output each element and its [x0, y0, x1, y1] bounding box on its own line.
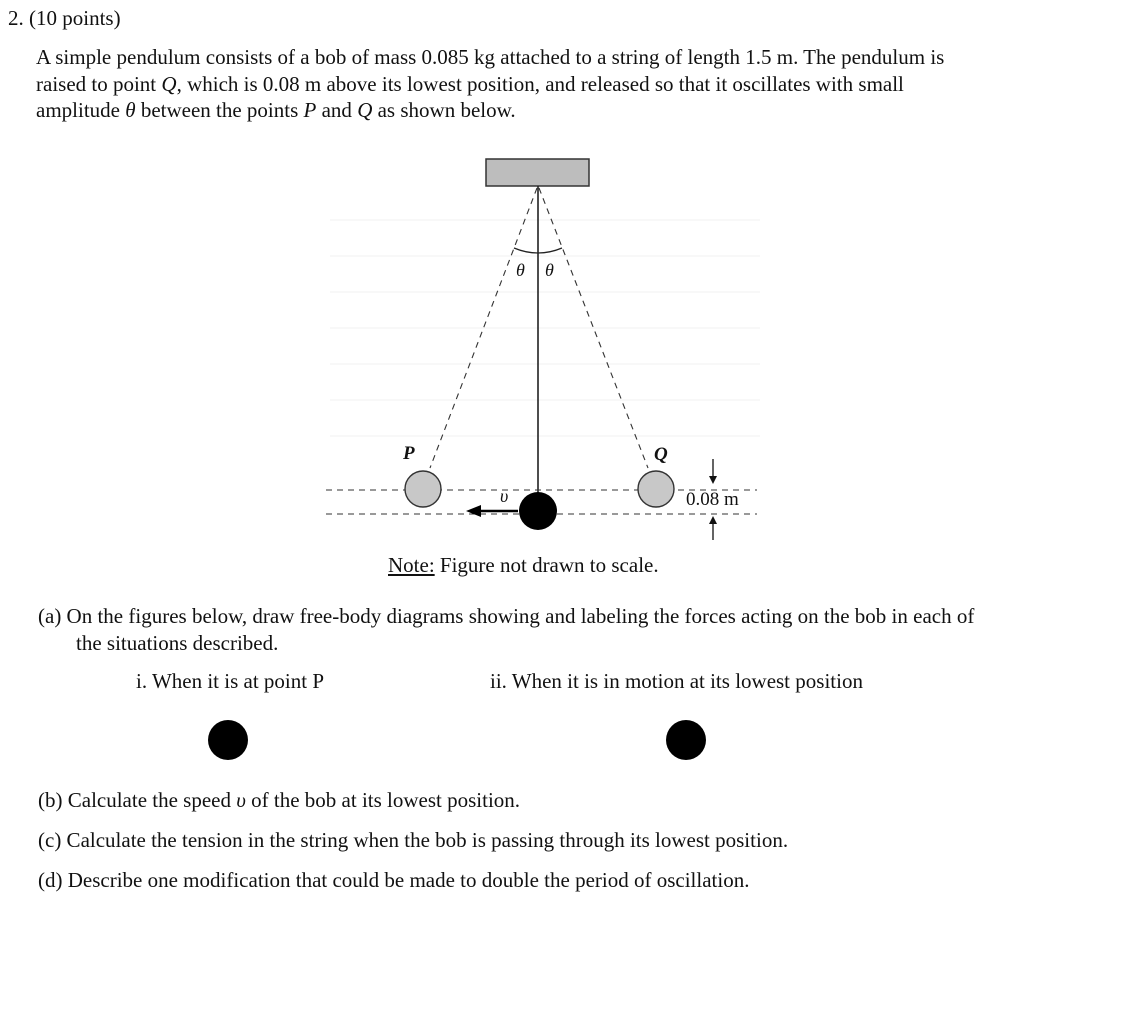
velocity-label: υ [500, 486, 509, 506]
note-label: Note: [388, 553, 435, 577]
height-label: 0.08 m [686, 489, 739, 510]
bob-at-p [405, 471, 441, 507]
point-q-ref: Q [161, 71, 177, 96]
theta-right-label: θ [545, 260, 554, 280]
part-b [38, 788, 520, 813]
intro-text: as shown below. [372, 98, 516, 122]
height-arrowhead-top [709, 476, 717, 484]
part-d: (d) Describe one modification that could be made to double the period of oscillation. [38, 868, 750, 892]
intro-line-1: A simple pendulum consists of a bob of mass 0.085 kg attached to a string of length 1.5 m. The pendulum is [36, 45, 945, 69]
point-q-label: Q [654, 444, 668, 465]
intro-text: , which is 0.08 m above its lowest position, and released so that it oscillates with small [176, 71, 904, 96]
theta-symbol: θ [125, 98, 136, 122]
bob-lowest [519, 492, 557, 530]
part-b-prefix: (b) Calculate the speed [38, 788, 237, 812]
question-heading: 2. (10 points) [8, 6, 121, 30]
ceiling-support [486, 159, 589, 186]
part-b-suffix: of the bob at its lowest position. [245, 788, 521, 812]
part-a-line-2: the situations described. [76, 631, 279, 655]
intro-text: and [316, 98, 358, 122]
point-q-ref: Q [357, 98, 373, 122]
velocity-arrowhead [466, 505, 481, 517]
fbd-bob-point-p[interactable] [208, 720, 248, 760]
bob-at-q [638, 471, 674, 507]
point-p-label: P [403, 443, 415, 464]
figure-note [388, 553, 659, 578]
speed-symbol: υ [236, 788, 246, 812]
part-a [38, 603, 974, 657]
point-p-ref: P [303, 98, 317, 122]
theta-left-label: θ [516, 260, 525, 280]
intro-text: between the points [135, 98, 304, 122]
fbd-bob-lowest-position[interactable] [666, 720, 706, 760]
part-a-sub-i: i. When it is at point P [136, 669, 325, 693]
height-arrowhead-bottom [709, 516, 717, 524]
intro-text: amplitude [36, 98, 126, 122]
part-a-line-1: (a) On the figures below, draw free-body diagrams showing and labeling the forces acting on the bob in each of [38, 604, 975, 628]
note-text: Figure not drawn to scale. [434, 553, 659, 577]
part-a-sub-ii: ii. When it is in motion at its lowest position [490, 669, 863, 693]
intro-text: raised to point [36, 71, 162, 96]
part-c: (c) Calculate the tension in the string when the bob is passing through its lowest position. [38, 828, 789, 852]
